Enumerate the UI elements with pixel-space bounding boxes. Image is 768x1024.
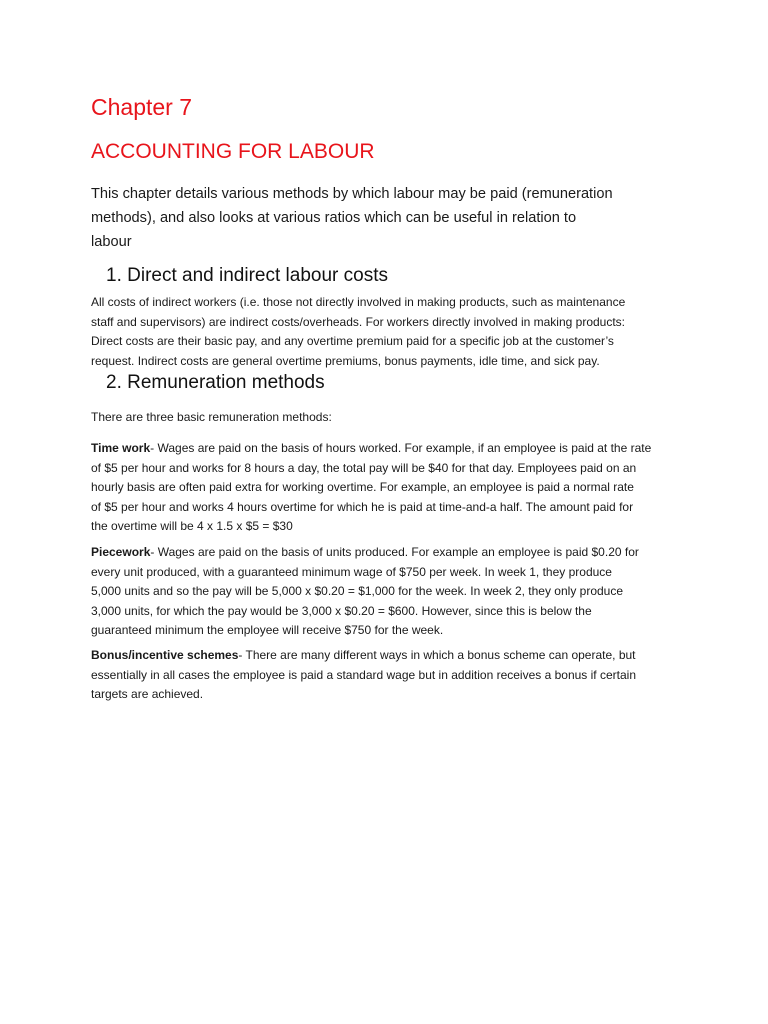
paragraph-line: 5,000 units and so the pay will be 5,000 x $0.20 = $1,000 for the week. In week 2, they only produce xyxy=(91,584,624,598)
paragraph-line: Piecework- Wages are paid on the basis of units produced. For example an employee is paid $0.20 for xyxy=(91,545,639,559)
paragraph-line: of $5 per hour and works 4 hours overtime for which he is paid at time-and-a half. The amount paid for xyxy=(91,499,634,514)
paragraph-line: request. Indirect costs are general overtime premiums, bonus payments, idle time, and sick pay. xyxy=(91,353,600,368)
time-work-paragraph xyxy=(91,439,691,537)
paragraph-line: Bonus/incentive schemes- There are many different ways in which a bonus scheme can operate, but xyxy=(91,648,636,662)
section-1-paragraph xyxy=(91,293,691,371)
time-work-term: Time work xyxy=(91,441,151,455)
paragraph-line: every unit produced, with a guaranteed minimum wage of $750 per week. In week 1, they produce xyxy=(91,564,612,579)
paragraph-line: essentially in all cases the employee is paid a standard wage but in addition receives a bonus if certain xyxy=(91,667,636,682)
paragraph-line: Time work- Wages are paid on the basis of hours worked. For example, if an employee is paid at the rate xyxy=(91,441,652,455)
paragraph-line: 3,000 units, for which the pay would be 3,000 x $0.20 = $600. However, since this is below the xyxy=(91,603,592,618)
paragraph-line: of $5 per hour and works for 8 hours a day, the total pay will be $40 for that day. Employees paid on an xyxy=(91,460,637,475)
paragraph-line: guaranteed minimum the employee will receive $750 for the week. xyxy=(91,623,444,637)
paragraph-line: staff and supervisors) are indirect costs/overheads. For workers directly involved in making products: xyxy=(91,314,626,329)
paragraph-line: All costs of indirect workers (i.e. those not directly involved in making products, such as maintenance xyxy=(91,295,626,309)
piecework-paragraph xyxy=(91,543,691,641)
paragraph-line: the overtime will be 4 x 1.5 x $5 = $30 xyxy=(91,519,293,533)
paragraph-line: Direct costs are their basic pay, and any overtime premium paid for a specific job at the customer’s xyxy=(91,334,614,348)
chapter-intro xyxy=(91,182,681,254)
paragraph-line: targets are achieved. xyxy=(91,687,204,701)
chapter-title: ACCOUNTING FOR LABOUR xyxy=(91,140,375,163)
section-heading-remuneration: 2. Remuneration methods xyxy=(106,372,325,393)
bonus-paragraph xyxy=(91,646,691,705)
paragraph-line: hourly basis are often paid extra for working overtime. For example, an employee is paid a normal rate xyxy=(91,480,634,494)
bonus-term: Bonus/incentive schemes xyxy=(91,648,239,662)
piecework-term: Piecework xyxy=(91,545,151,559)
intro-line: methods), and also looks at various ratios which can be useful in relation to xyxy=(91,210,577,226)
remuneration-intro: There are three basic remuneration methods: xyxy=(91,410,332,424)
section-heading-direct-indirect: 1. Direct and indirect labour costs xyxy=(106,265,388,286)
intro-line: This chapter details various methods by which labour may be paid (remuneration xyxy=(91,186,613,202)
chapter-label: Chapter 7 xyxy=(91,94,193,120)
intro-line: labour xyxy=(91,234,132,250)
